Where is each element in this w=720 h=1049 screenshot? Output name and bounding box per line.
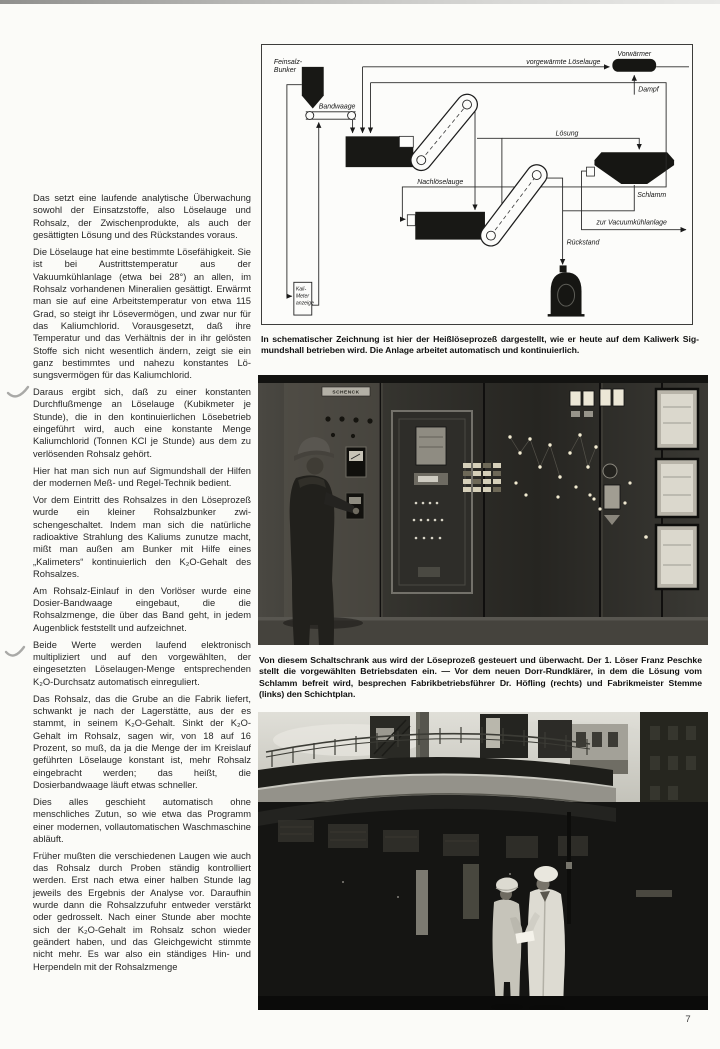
- ground-shadow: [258, 996, 708, 1010]
- pen-mark: [5, 383, 31, 405]
- article-text-column: [33, 192, 251, 978]
- svg-text:SCHENCK: SCHENCK: [332, 390, 360, 396]
- bucket-elevator-1: [417, 100, 472, 165]
- operator-head: [307, 458, 324, 475]
- label-nachloeselauge: Nachlöselauge: [417, 179, 464, 187]
- photo-control-panel: [258, 375, 708, 645]
- label-kalimeter: Meter: [295, 293, 310, 300]
- label-feinsalz-bunker: Bunker: [273, 66, 296, 74]
- photo-clarifier-yard: [258, 712, 708, 1010]
- article-paragraph: Früher mußten die verschiedenen Laugen wie auch das Rohsalz durch Proben ständig kontrolliert werden. Erst nach etwa einer halben Stunde lag jeweils des Ergebnis der Analyse vor. Daraufhin wurde dann die Rohsalzzufuhr entweder verstärkt oder gedrosselt. Nach einer Stunde aber mochte sich der K₂O-Gehalt im Rohsalz schon wieder geändert haben, und das Gleichgewicht stimmte nicht mehr. Es war also ein ständiges Hin- und Herpendeln mit der Rohsalzmenge: [33, 850, 251, 972]
- diagram-caption: In schematischer Zeichnung ist hier der Heißlöseprozeß dargestellt, wie er heute auf dem Kaliwerk Sigmundshall betrieben wird. Die Anlage arbeitet automatisch und kontinuierlich.: [261, 334, 699, 356]
- panel-door: [392, 411, 472, 593]
- article-paragraph: Am Rohsalz-Einlauf in den Vorlöser wurde eine Dosier-Bandwaage eingebaut, die die Rohsalzmenge, die über das Band geht, in jedem Augenblick feststellt und aufzeichnet.: [33, 585, 251, 633]
- nachloeser-tank: [415, 212, 485, 240]
- article-paragraph: Dies alles geschieht automatisch ohne menschliches Zutun, so wie etwa das Programm einer modernen, vollautomatischen Waschmaschine abläuft.: [33, 796, 251, 844]
- article-paragraph: Die Löselauge hat eine bestimmte Lösefähigkeit. Sie ist bei Austrittstemperatur aus der Vakuumkühlanlage (etwa bei 28°) an allen, im Rohsalz vorhandenen Mineralien gesättigt. Erwärmt man sie auf eine Arbeitstemperatur von etwa 115 Grad, so steigt ihr Lösevermögen, und zwar nur für das Kaliumchlorid. Vorausgesetzt, daß ihre Temperatur und das Verhältnis der in ihr gelösten Stoffe sich nicht wesentlich ändern, zeigt sie ein ganz bestimmtes und nahezu konstantes Lösungsvermögen für das Kaliumchlorid.: [33, 246, 251, 381]
- page-number: 7: [685, 1014, 691, 1025]
- worker-right-helmet: [534, 866, 558, 882]
- label-loesung: Lösung: [555, 130, 579, 138]
- chart-recorders: [656, 389, 698, 589]
- label-vorgewaermte-loeselauge: vorgewärmte Löselauge: [526, 58, 601, 66]
- article-paragraph: Daraus ergibt sich, daß zu einer konstanten Durchflußmenge an Löselauge (Kubikmeter je Stunde), die in den kontinuierlichen Lösebetrieb eingeführt wird, auch eine konstante Menge Kaliumchlorid (Tonnen KCl je Stunde) aus dem zu verlösenden Rohsalz gehört.: [33, 387, 251, 459]
- label-feinsalz-bunker: Feinsalz-: [273, 58, 303, 66]
- label-vorwaermer: Vorwärmer: [617, 50, 652, 58]
- article-paragraph: Beide Werte werden laufend elektronisch multipliziert und auf den vorgewählten, der eingesetzten Löselaugen-Menge entsprechenden K₂O-Durchsatz automatisch einreguliert.: [33, 639, 251, 687]
- photos-caption: Von diesem Schaltschrank aus wird der Löseprozeß gesteuert und überwacht. Der 1. Löser Franz Peschke stellt die vorgewählten Betriebsdaten ein. — Vor dem neuen Dorr-Rundklärer, in dem die Lösung vom Schlamm befreit wird, besprechen Fabrikbetriebsführer Dr. Höfling (rechts) und Fabrikmeister Stemme (links) den Schichtplan.: [259, 655, 702, 700]
- label-schlamm: Schlamm: [637, 191, 667, 199]
- bandwaage-conveyor: [306, 112, 356, 120]
- zentrifuge-shape: [548, 265, 585, 316]
- rundklaerer-shape: [594, 152, 674, 184]
- feinsalz-bunker-shape: [302, 67, 324, 109]
- label-dampf: Dampf: [638, 86, 659, 94]
- bucket-elevator-2: [486, 171, 541, 241]
- vorwaermer-shape: [612, 59, 656, 72]
- label-kalimeter: anzeige: [295, 300, 314, 307]
- article-paragraph: Das setzt eine laufende analytische Überwachung sowohl der Einsatzstoffe, also Löselauge und Rohsalz, der Zwischenprodukte, als auch der gesättigten Lösung und des Rückstandes voraus.: [33, 193, 251, 240]
- process-flow-diagram: [261, 44, 693, 325]
- label-rueckstand: Rückstand: [566, 239, 600, 247]
- article-paragraph: Hier hat man sich nun auf Sigmundshall der Hilfen der modernen Meß- und Regel-Technik bedient.: [33, 465, 251, 488]
- pen-mark: [3, 644, 29, 666]
- label-zur-vacuumkuehlanlage: zur Vacuumkühlanlage: [596, 219, 667, 227]
- article-paragraph: Das Rohsalz, das die Grube an die Fabrik liefert, schwankt je nach der Lagerstätte, aus der es stammt, in seinem K₂O-Gehalt. Sinkt der K₂O-Gehalt im Rohsalz, sagen wir, von 18 auf 16 Prozent, so muß, da ja die Menge der im Kreislauf geführten Löselauge konstant ist, mehr Rohsalz eingebracht werden; das heißt, die Dosierbandwaage läuft etwas schneller.: [33, 693, 251, 790]
- article-paragraph: Vor dem Eintritt des Rohsalzes in den Löseprozeß wurde ein kleiner Rohsalzbunker zwischengeschaltet. Indem man sich die natürliche radioaktive Strahlung des Kaliums zunutze macht, mißt man außen am Bunker mit Hilfe eines „Kalimeters“ kontinuierlich den K₂O-Gehalt des Rohsalzes.: [33, 494, 251, 579]
- scan-edge-artifact: [0, 0, 720, 4]
- label-bandwaage: Bandwaage: [318, 103, 356, 111]
- label-kalimeter: Kali-: [295, 286, 307, 293]
- schenck-nameplate: [322, 387, 370, 396]
